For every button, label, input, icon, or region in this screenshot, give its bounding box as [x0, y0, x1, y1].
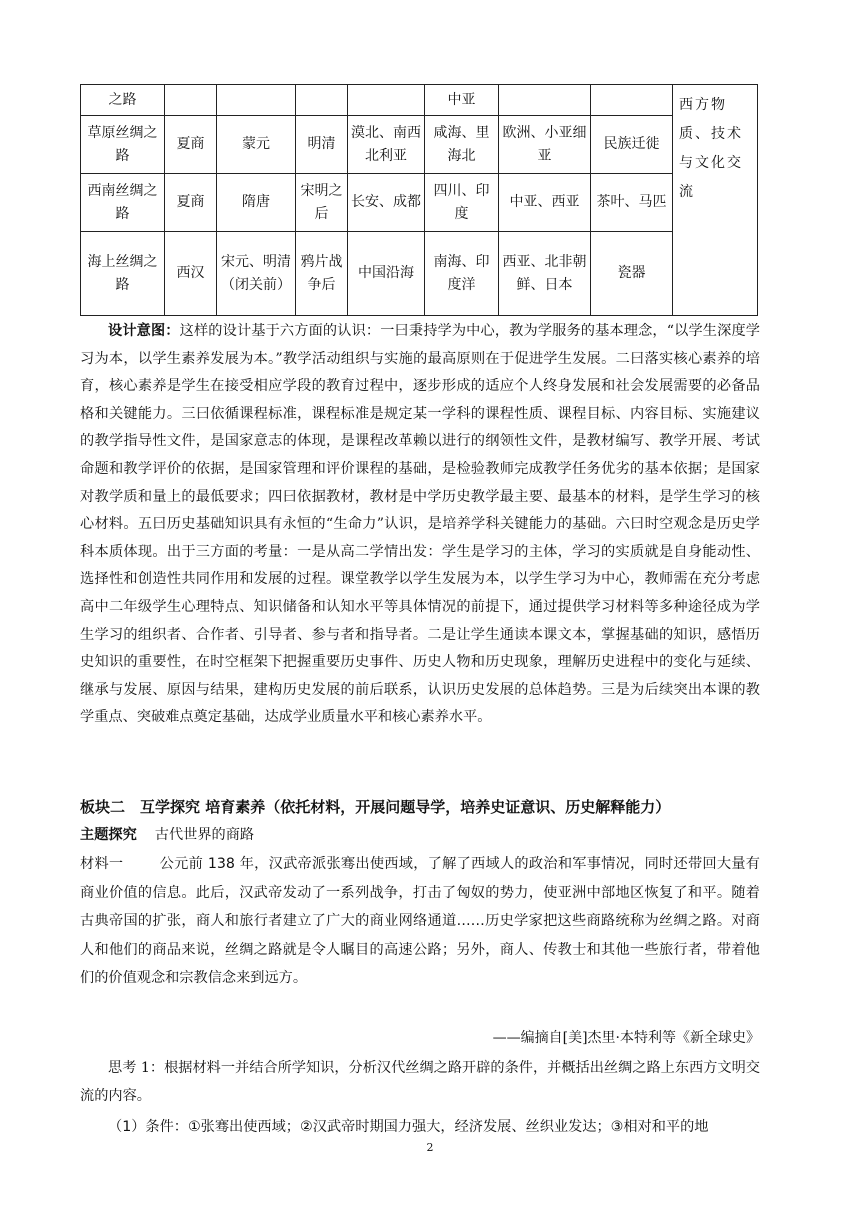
table-cell: 宋明之后: [296, 174, 348, 232]
material-one-label: 材料一: [80, 856, 124, 872]
merged-summary-cell: 西方物质、技术与文化交流: [673, 85, 758, 316]
table-cell: [296, 85, 348, 116]
material-one: [80, 850, 760, 993]
design-intent-paragraph: [80, 318, 760, 732]
table-row: [81, 85, 758, 116]
table-cell: 西亚、北非朝鲜、日本: [499, 232, 591, 316]
table-cell: 夏商: [165, 116, 217, 174]
table-cell: 漠北、南西北利亚: [348, 116, 425, 174]
table-cell: [217, 85, 296, 116]
page-number: 2: [426, 1141, 434, 1154]
table-cell: 中亚: [425, 85, 499, 116]
topic-line: [80, 824, 760, 844]
table-cell: 草原丝绸之路: [81, 116, 165, 174]
table-cell: 蒙元: [217, 116, 296, 174]
material-one-text: 公元前 138 年，汉武帝派张骞出使西域，了解了西域人的政治和军事情况，同时还带回大量有商业价值的信息。此后，汉武帝发动了一系列战争，打击了匈奴的势力，使亚洲中部地区恢复了和平。随着古典帝国的扩张，商人和旅行者建立了广大的商业网络通道……历史学家把这些商路统称为丝绸之路。对商人和他们的商品来说，丝绸之路就是令人瞩目的高速公路；另外，商人、传教士和其他一些旅行者，带着他们的价值观念和宗教信念来到远方。: [80, 856, 760, 986]
table-cell: 咸海、里海北: [425, 116, 499, 174]
table-cell: 民族迁徙: [591, 116, 673, 174]
table-cell: 茶叶、马匹: [591, 174, 673, 232]
table-cell: [348, 85, 425, 116]
table-cell: 西汉: [165, 232, 217, 316]
table-cell: 长安、成都: [348, 174, 425, 232]
table-cell: 欧洲、小亚细亚: [499, 116, 591, 174]
table-cell: 夏商: [165, 174, 217, 232]
table-row: [81, 232, 758, 316]
table-cell: 海上丝绸之路: [81, 232, 165, 316]
table-cell: 明清: [296, 116, 348, 174]
topic-text: 古代世界的商路: [154, 827, 255, 843]
question-one: 思考 1：根据材料一并结合所学知识，分析汉代丝绸之路开辟的条件，并概括出丝绸之路上东西方文明交流的内容。: [80, 1060, 760, 1104]
design-intent-text: 这样的设计基于六方面的认识：一曰秉持学为中心，教为学服务的基本理念，“以学生深度学习为本，以学生素养发展为本。”教学活动组织与实施的最高原则在于促进学生发展。二曰落实核心素养的培育，核心素养是学生在接受相应学段的教育过程中，逐步形成的适应个人终身发展和社会发展需要的必备品格和关键能力。三曰依循课程标准，课程标准是规定某一学科的课程性质、课程目标、内容目标、实施建议的教学指导性文件，是国家意志的体现，是课程改革赖以进行的纲领性文件，是教材编写、教学开展、考试命题和教学评价的依据，是国家管理和评价课程的基础，是检验教师完成教学任务优劣的基本依据；是国家对教学质和量上的最低要求；四曰依据教材，教材是中学历史教学最主要、最基本的材料，是学生学习的核心材料。五曰历史基础知识具有永恒的“生命力”认识，是培养学科关键能力的基础。六曰时空观念是历史学科本质体现。出于三方面的考量：一是从高二学情出发：学生是学习的主体，学习的实质就是自身能动性、选择性和创造性共同作用和发展的过程。课堂教学以学生发展为本，以学生学习为中心，教师需在充分考虑高中二年级学生心理特点、知识储备和认知水平等具体情况的前提下，通过提供学习材料等多种途径成为学生学习的组织者、合作者、引导者、参与者和指导者。二是让学生通读本课文本，掌握基础的知识，感悟历史知识的重要性，在时空框架下把握重要历史事件、历史人物和历史现象，理解历史进程中的变化与延续、继承与发展、原因与结果，建构历史发展的前后联系，认识历史发展的总体趋势。三是为后续突出本课的教学重点、突破难点奠定基础，达成学业质量水平和核心素养水平。: [80, 323, 760, 726]
table-cell: 鸦片战争后: [296, 232, 348, 316]
table-cell: [165, 85, 217, 116]
table-cell: 瓷器: [591, 232, 673, 316]
table-cell: 隋唐: [217, 174, 296, 232]
table-cell: 中国沿海: [348, 232, 425, 316]
table-cell: 南海、印度洋: [425, 232, 499, 316]
table-cell: 四川、印度: [425, 174, 499, 232]
topic-label: 主题探究: [80, 827, 137, 843]
material-source: ——编摘自[美]杰里·本特利等《新全球史》: [492, 1030, 760, 1046]
section-heading: 板块二 互学探究 培育素养（依托材料，开展问题导学，培养史证意识、历史解释能力）: [80, 798, 671, 816]
table-cell: 宋元、明清（闭关前）: [217, 232, 296, 316]
design-intent-label: 设计意图：: [108, 323, 180, 339]
answer-line: （1）条件：①张骞出使西域；②汉武帝时期国力强大，经济发展、丝织业发达；③相对和平的地: [108, 1119, 709, 1135]
table-cell: 西南丝绸之路: [81, 174, 165, 232]
table-row: [81, 116, 758, 174]
table-row: [81, 174, 758, 232]
table-cell: 中亚、西亚: [499, 174, 591, 232]
table-cell: [499, 85, 591, 116]
silk-road-table: [80, 84, 758, 316]
table-cell: [591, 85, 673, 116]
table-cell: 之路: [81, 85, 165, 116]
